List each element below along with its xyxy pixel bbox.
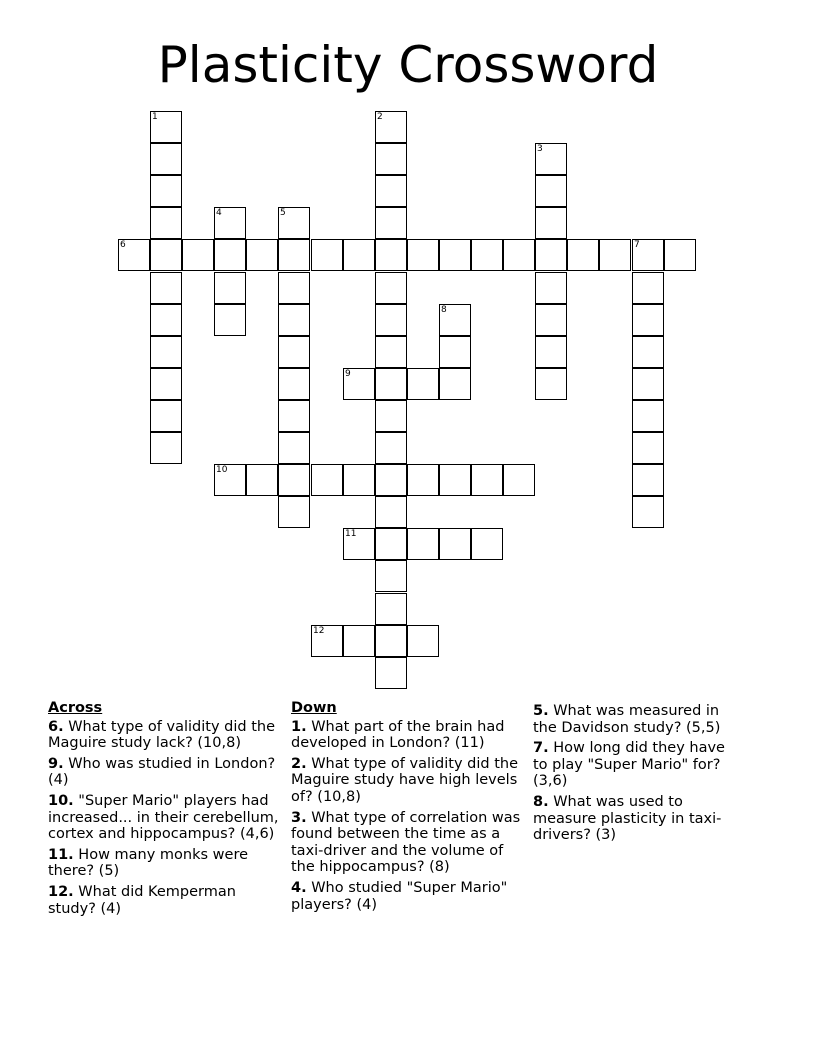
clue-text: What part of the brain had developed in London? (11) xyxy=(291,718,505,752)
clue-text: How long did they have to play "Super Mario" for? (3,6) xyxy=(533,740,725,790)
crossword-cell[interactable] xyxy=(567,239,599,271)
crossword-cell[interactable] xyxy=(535,272,567,304)
crossword-cell[interactable] xyxy=(375,560,407,592)
crossword-cell[interactable] xyxy=(278,400,310,432)
crossword-cell[interactable] xyxy=(150,207,182,239)
crossword-cell[interactable] xyxy=(278,496,310,528)
crossword-cell[interactable] xyxy=(150,368,182,400)
crossword-cell[interactable] xyxy=(632,464,664,496)
crossword-cell[interactable] xyxy=(214,239,246,271)
crossword-cell[interactable] xyxy=(118,239,150,271)
clue-text: What did Kemperman study? (4) xyxy=(48,883,236,917)
crossword-cell[interactable] xyxy=(375,239,407,271)
clue-num: 7. xyxy=(533,740,549,757)
crossword-cell[interactable] xyxy=(375,657,407,689)
crossword-cell[interactable] xyxy=(535,143,567,175)
clue-number: 10 xyxy=(216,465,228,475)
crossword-cell[interactable] xyxy=(439,368,471,400)
crossword-cell[interactable] xyxy=(407,368,439,400)
clue-number: 9 xyxy=(345,369,351,379)
crossword-cell[interactable] xyxy=(150,432,182,464)
down-clue xyxy=(291,756,527,806)
crossword-cell[interactable] xyxy=(150,304,182,336)
crossword-cell[interactable] xyxy=(375,432,407,464)
down-clue xyxy=(291,880,527,913)
crossword-cell[interactable] xyxy=(150,400,182,432)
crossword-cell[interactable] xyxy=(599,239,631,271)
clue-num: 9. xyxy=(48,755,64,772)
clue-text: Who studied "Super Mario" players? (4) xyxy=(291,879,508,913)
clue-num: 12. xyxy=(48,883,74,900)
crossword-cell[interactable] xyxy=(375,111,407,143)
crossword-cell[interactable] xyxy=(375,272,407,304)
crossword-cell[interactable] xyxy=(632,304,664,336)
crossword-cell[interactable] xyxy=(246,464,278,496)
crossword-cell[interactable] xyxy=(375,207,407,239)
crossword-cell[interactable] xyxy=(632,239,664,271)
clue-num: 1. xyxy=(291,718,307,735)
clue-text: What type of validity did the Maguire study have high levels of? (10,8) xyxy=(291,755,518,805)
crossword-cell[interactable] xyxy=(150,111,182,143)
crossword-cell[interactable] xyxy=(311,239,343,271)
down-clue xyxy=(291,719,527,752)
clue-number: 6 xyxy=(120,240,126,250)
crossword-cell[interactable] xyxy=(439,239,471,271)
crossword-cell[interactable] xyxy=(246,239,278,271)
crossword-cell[interactable] xyxy=(471,239,503,271)
crossword-cell[interactable] xyxy=(375,400,407,432)
clue-text: How many monks were there? (5) xyxy=(48,846,249,880)
across-clue xyxy=(48,884,280,917)
clue-number: 4 xyxy=(216,208,222,218)
crossword-cell[interactable] xyxy=(150,272,182,304)
crossword-cell[interactable] xyxy=(278,272,310,304)
clue-num: 2. xyxy=(291,755,307,772)
crossword-cell[interactable] xyxy=(407,464,439,496)
crossword-cell[interactable] xyxy=(375,368,407,400)
down-heading: Down xyxy=(291,700,337,716)
crossword-cell[interactable] xyxy=(471,528,503,560)
clue-number: 1 xyxy=(152,112,158,122)
crossword-cell[interactable] xyxy=(535,368,567,400)
crossword-cell[interactable] xyxy=(214,304,246,336)
crossword-cell[interactable] xyxy=(214,464,246,496)
crossword-cell[interactable] xyxy=(343,625,375,657)
crossword-cell[interactable] xyxy=(535,175,567,207)
crossword-cell[interactable] xyxy=(503,464,535,496)
crossword-cell[interactable] xyxy=(439,528,471,560)
clue-text: What was measured in the Davidson study? (5,5) xyxy=(533,703,721,736)
clue-text: Who was studied in London? (4) xyxy=(48,755,276,789)
crossword-cell[interactable] xyxy=(535,304,567,336)
down-clue xyxy=(533,794,743,844)
clue-number: 8 xyxy=(441,305,447,315)
clue-number: 3 xyxy=(537,144,543,154)
crossword-cell[interactable] xyxy=(343,239,375,271)
crossword-cell[interactable] xyxy=(375,143,407,175)
crossword-cell[interactable] xyxy=(375,464,407,496)
crossword-cell[interactable] xyxy=(632,400,664,432)
across-clue xyxy=(48,719,280,752)
crossword-cell[interactable] xyxy=(503,239,535,271)
crossword-cell[interactable] xyxy=(214,272,246,304)
crossword-cell[interactable] xyxy=(632,336,664,368)
crossword-cell[interactable] xyxy=(471,464,503,496)
crossword-cell[interactable] xyxy=(311,625,343,657)
crossword-cell[interactable] xyxy=(407,239,439,271)
crossword-cell[interactable] xyxy=(375,175,407,207)
crossword-cell[interactable] xyxy=(407,528,439,560)
clue-num: 5. xyxy=(533,703,549,719)
crossword-cell[interactable] xyxy=(150,143,182,175)
crossword-cell[interactable] xyxy=(278,207,310,239)
clue-number: 12 xyxy=(313,626,325,636)
crossword-cell[interactable] xyxy=(278,304,310,336)
crossword-cell[interactable] xyxy=(439,336,471,368)
crossword-cell[interactable] xyxy=(375,625,407,657)
crossword-cell[interactable] xyxy=(375,496,407,528)
crossword-cell[interactable] xyxy=(150,336,182,368)
clue-num: 8. xyxy=(533,793,549,810)
crossword-cell[interactable] xyxy=(632,496,664,528)
crossword-cell[interactable] xyxy=(664,239,696,271)
clue-num: 3. xyxy=(291,809,307,826)
clue-text: What type of validity did the Maguire study lack? (10,8) xyxy=(48,718,275,752)
crossword-cell[interactable] xyxy=(182,239,214,271)
clue-number: 11 xyxy=(345,529,357,539)
down-clues xyxy=(291,700,527,917)
down-clue xyxy=(533,740,743,790)
crossword-cell[interactable] xyxy=(278,336,310,368)
across-clue xyxy=(48,847,280,880)
crossword-cell[interactable] xyxy=(375,593,407,625)
crossword-cell[interactable] xyxy=(311,464,343,496)
clue-number: 7 xyxy=(634,240,640,250)
crossword-cell[interactable] xyxy=(278,239,310,271)
crossword-cell[interactable] xyxy=(375,336,407,368)
crossword-cell[interactable] xyxy=(343,368,375,400)
crossword-cell[interactable] xyxy=(535,239,567,271)
down-clue xyxy=(291,810,527,876)
crossword-cell[interactable] xyxy=(278,368,310,400)
crossword-cell[interactable] xyxy=(535,207,567,239)
crossword-cell[interactable] xyxy=(632,432,664,464)
crossword-cell[interactable] xyxy=(375,304,407,336)
clue-text: What type of correlation was found between the time as a taxi-driver and the volume of the hippocampus? (8) xyxy=(291,809,521,876)
clue-number: 5 xyxy=(280,208,286,218)
crossword-cell[interactable] xyxy=(150,239,182,271)
clue-text: "Super Mario" players had increased... in their cerebellum, cortex and hippocampus? (4,6) xyxy=(48,792,279,843)
crossword-cell[interactable] xyxy=(343,528,375,560)
crossword-cell[interactable] xyxy=(278,432,310,464)
down-clues-continued xyxy=(533,703,743,848)
clue-num: 10. xyxy=(48,792,74,809)
page-title: Plasticity Crossword xyxy=(157,36,659,94)
clue-text: What was used to measure plasticity in taxi-drivers? (3) xyxy=(533,793,722,844)
crossword-cell[interactable] xyxy=(214,207,246,239)
down-clue xyxy=(533,703,743,736)
crossword-cell[interactable] xyxy=(439,464,471,496)
crossword-cell[interactable] xyxy=(632,368,664,400)
crossword-cell[interactable] xyxy=(407,625,439,657)
crossword-cell[interactable] xyxy=(375,528,407,560)
crossword-cell[interactable] xyxy=(343,464,375,496)
crossword-cell[interactable] xyxy=(439,304,471,336)
crossword-cell[interactable] xyxy=(632,272,664,304)
across-clue xyxy=(48,793,280,843)
crossword-cell[interactable] xyxy=(535,336,567,368)
crossword-cell[interactable] xyxy=(150,175,182,207)
clue-number: 2 xyxy=(377,112,383,122)
clue-num: 4. xyxy=(291,879,307,896)
across-clue xyxy=(48,756,280,789)
clue-num: 6. xyxy=(48,718,64,735)
clue-num: 11. xyxy=(48,846,74,863)
across-heading: Across xyxy=(48,700,103,716)
crossword-cell[interactable] xyxy=(278,464,310,496)
across-clues xyxy=(48,700,280,921)
